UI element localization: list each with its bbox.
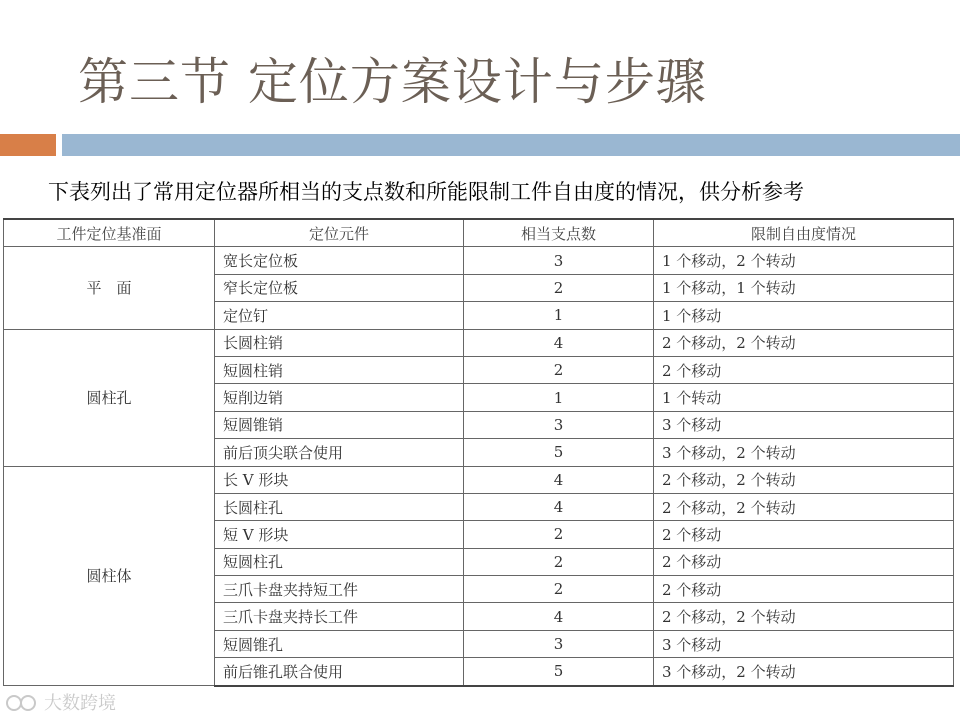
dof-restriction-cell: 1 个转动 [654, 384, 954, 411]
locator-element-cell: 短削边销 [215, 384, 464, 411]
support-points-cell: 5 [464, 658, 654, 686]
dof-restriction-cell: 2 个移动，2 个转动 [654, 603, 954, 630]
locator-element-cell: 三爪卡盘夹持长工件 [215, 603, 464, 630]
support-points-cell: 5 [464, 439, 654, 466]
dof-restriction-cell: 3 个移动 [654, 630, 954, 657]
locator-element-cell: 窄长定位板 [215, 274, 464, 301]
support-points-cell: 2 [464, 274, 654, 301]
dof-restriction-cell: 2 个移动，2 个转动 [654, 466, 954, 493]
dof-restriction-cell: 3 个移动 [654, 411, 954, 438]
dof-restriction-cell: 1 个移动，2 个转动 [654, 247, 954, 274]
dof-restriction-cell: 2 个移动 [654, 576, 954, 603]
header-dof-restriction: 限制自由度情况 [654, 219, 954, 247]
watermark-text: 大数跨境 [44, 693, 116, 714]
locator-element-cell: 短圆锥销 [215, 411, 464, 438]
support-points-cell: 4 [464, 466, 654, 493]
locator-element-cell: 前后顶尖联合使用 [215, 439, 464, 466]
locator-table [3, 218, 954, 687]
support-points-cell: 3 [464, 630, 654, 657]
support-points-cell: 4 [464, 493, 654, 520]
locator-element-cell: 三爪卡盘夹持短工件 [215, 576, 464, 603]
support-points-cell: 3 [464, 411, 654, 438]
dof-restriction-cell: 2 个移动 [654, 356, 954, 383]
locator-element-cell: 长 V 形块 [215, 466, 464, 493]
locator-element-cell: 短 V 形块 [215, 521, 464, 548]
header-base-surface: 工件定位基准面 [4, 219, 215, 247]
dof-restriction-cell: 2 个移动 [654, 548, 954, 575]
locator-element-cell: 定位钉 [215, 302, 464, 329]
support-points-cell: 3 [464, 247, 654, 274]
locator-element-cell: 短圆柱孔 [215, 548, 464, 575]
table-row [4, 466, 954, 493]
base-surface-cell: 平 面 [4, 247, 215, 329]
header-locator-element: 定位元件 [215, 219, 464, 247]
locator-element-cell: 长圆柱孔 [215, 493, 464, 520]
table-row [4, 329, 954, 356]
dof-restriction-cell: 1 个移动，1 个转动 [654, 274, 954, 301]
dof-restriction-cell: 3 个移动，2 个转动 [654, 658, 954, 686]
support-points-cell: 2 [464, 521, 654, 548]
dof-restriction-cell: 2 个移动，2 个转动 [654, 329, 954, 356]
accent-bar-blue [62, 134, 960, 156]
support-points-cell: 1 [464, 302, 654, 329]
dof-restriction-cell: 2 个移动 [654, 521, 954, 548]
locator-element-cell: 短圆柱销 [215, 356, 464, 383]
slide-subtitle: 下表列出了常用定位器所相当的支点数和所能限制工件自由度的情况，供分析参考 [48, 180, 804, 204]
header-support-points: 相当支点数 [464, 219, 654, 247]
support-points-cell: 2 [464, 548, 654, 575]
support-points-cell: 2 [464, 356, 654, 383]
base-surface-cell: 圆柱孔 [4, 329, 215, 466]
support-points-cell: 2 [464, 576, 654, 603]
slide-title: 第三节 定位方案设计与步骤 [78, 53, 707, 111]
logo-circles-icon [6, 692, 40, 712]
locator-element-cell: 短圆锥孔 [215, 630, 464, 657]
locator-element-cell: 前后锥孔联合使用 [215, 658, 464, 686]
locator-element-cell: 长圆柱销 [215, 329, 464, 356]
accent-bar-orange [0, 134, 56, 156]
dof-restriction-cell: 3 个移动，2 个转动 [654, 439, 954, 466]
table-header-row [4, 219, 954, 247]
table-row [4, 247, 954, 274]
locator-element-cell: 宽长定位板 [215, 247, 464, 274]
base-surface-cell: 圆柱体 [4, 466, 215, 686]
support-points-cell: 4 [464, 329, 654, 356]
support-points-cell: 1 [464, 384, 654, 411]
dof-restriction-cell: 2 个移动，2 个转动 [654, 493, 954, 520]
dof-restriction-cell: 1 个移动 [654, 302, 954, 329]
watermark [6, 689, 116, 715]
support-points-cell: 4 [464, 603, 654, 630]
